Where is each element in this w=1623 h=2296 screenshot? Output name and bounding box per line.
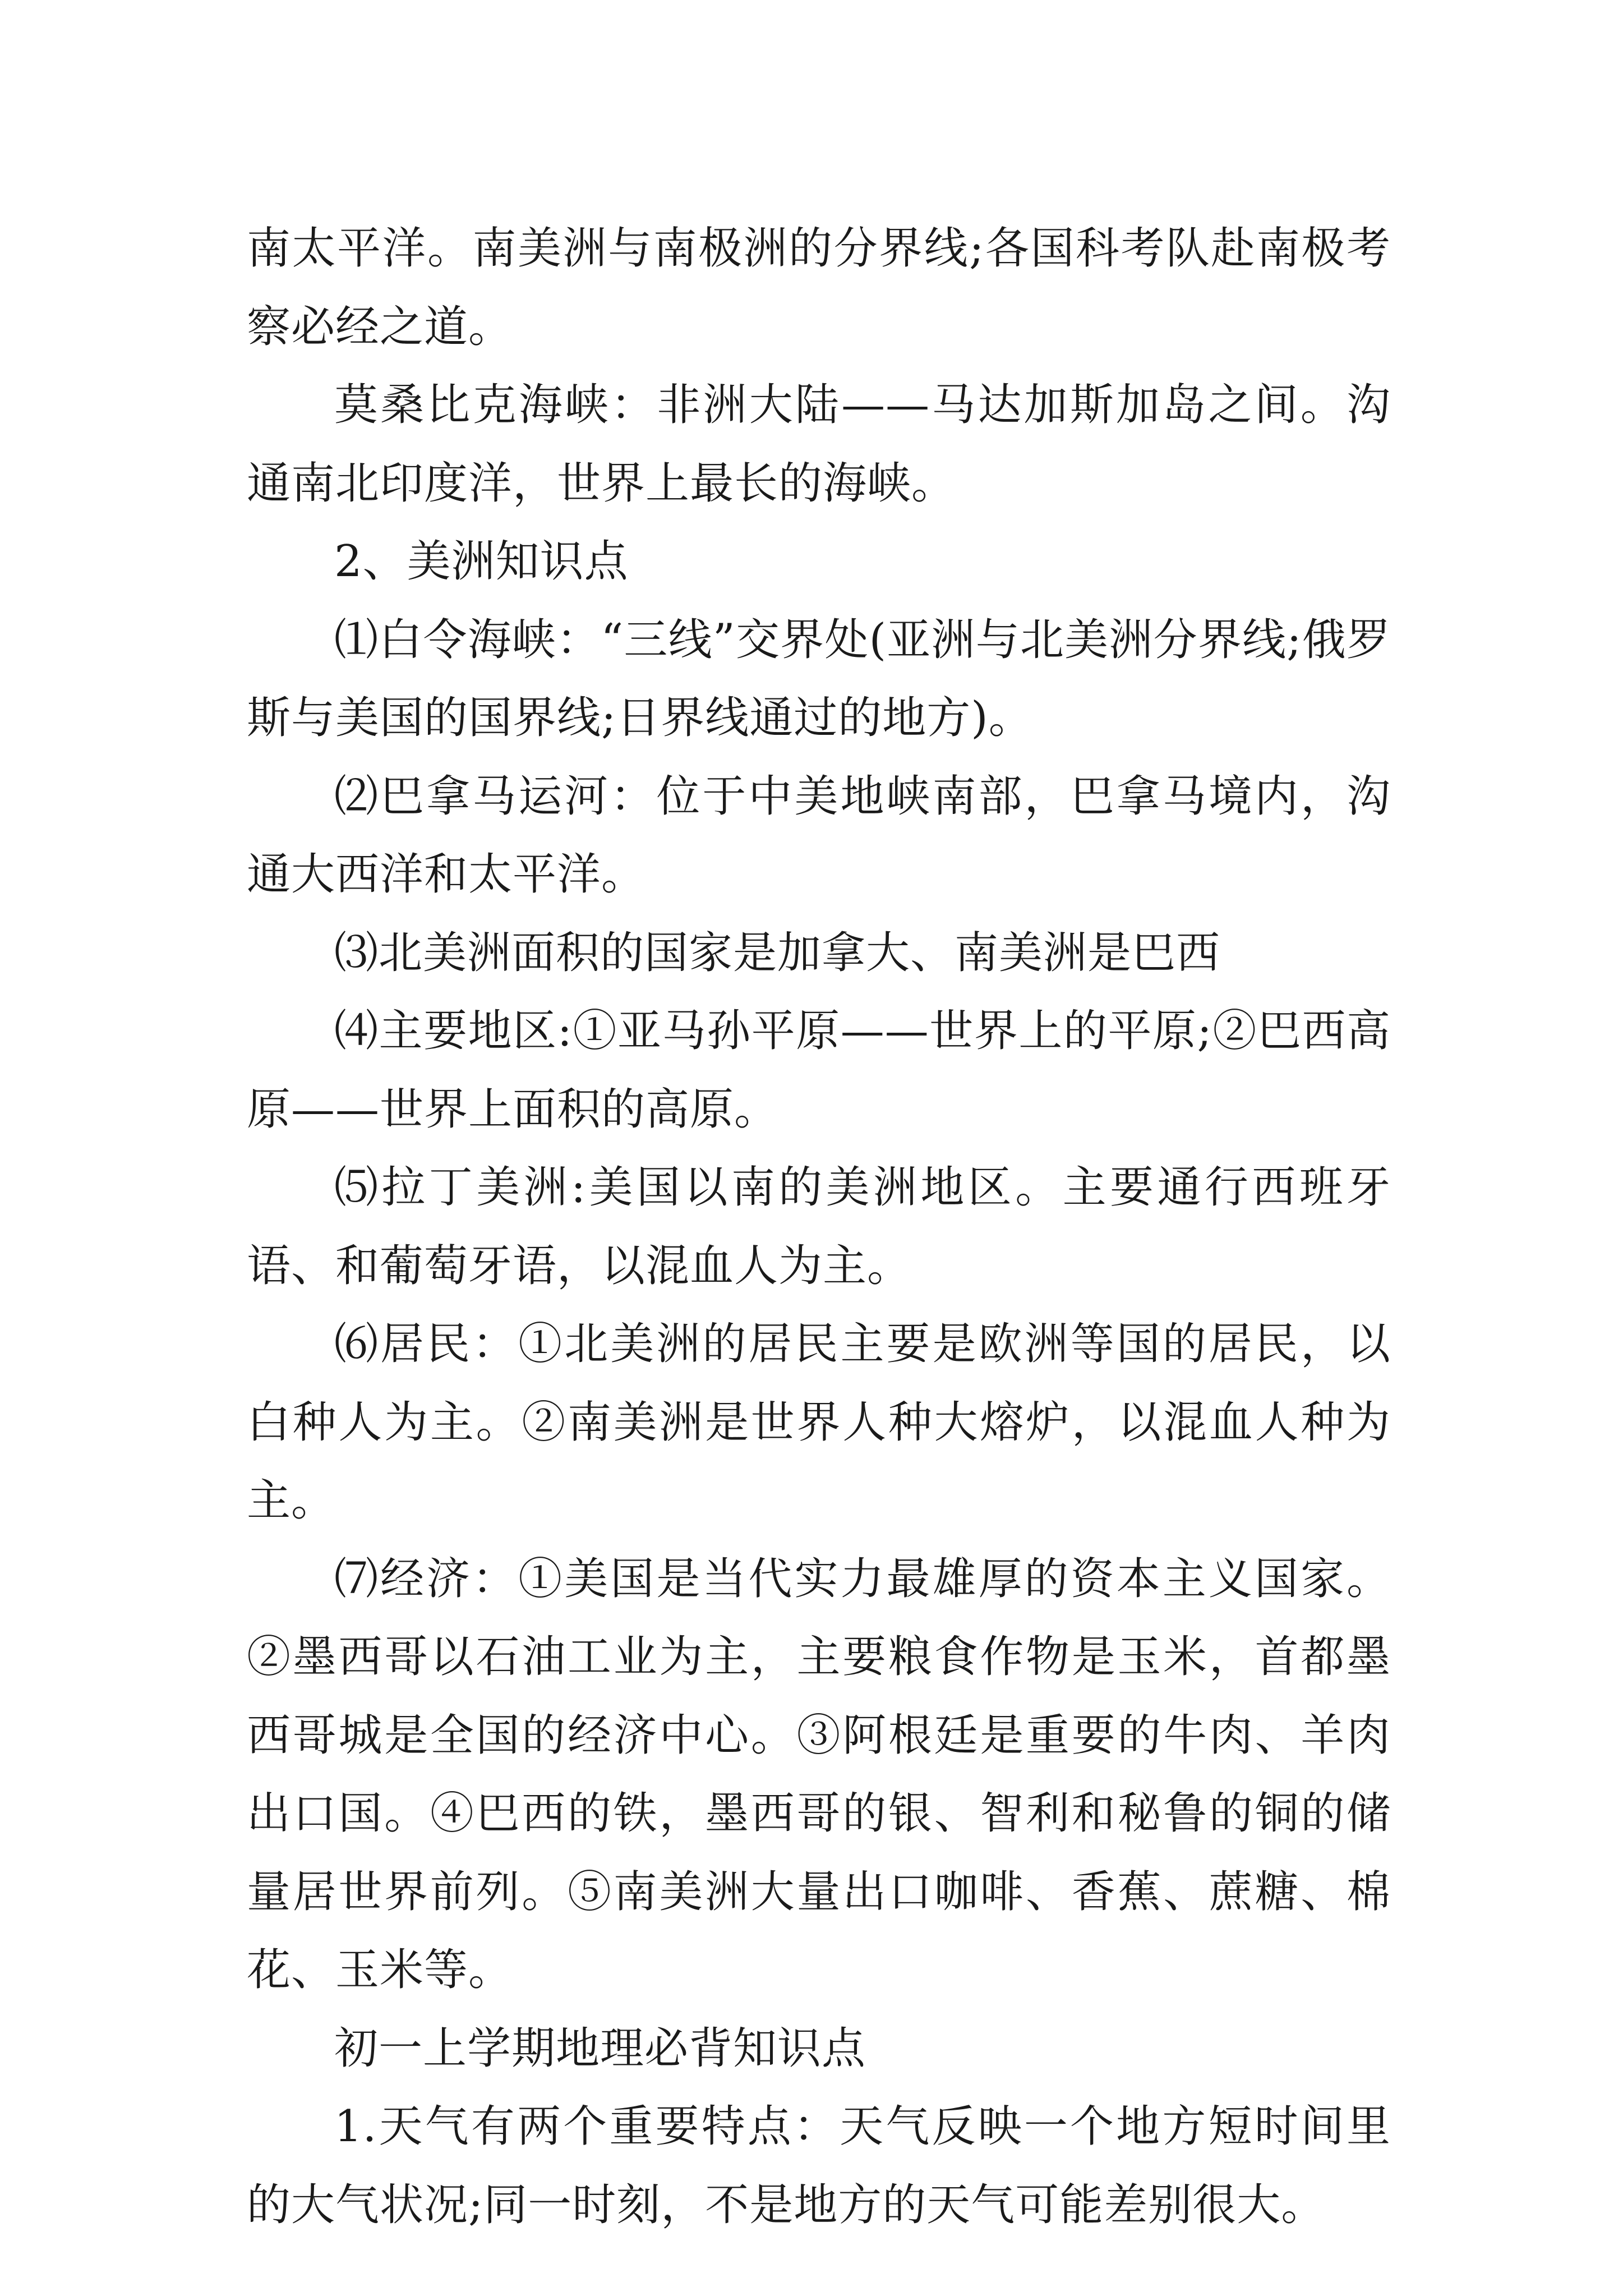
paragraph-bering-strait: ⑴白令海峡：“三线”交界处(亚洲与北美洲分界线;俄罗斯与美国的国界线;日界线通过的地方)。 (247, 614, 1391, 743)
paragraph-economy: ⑺经济：①美国是当代实力最雄厚的资本主义国家。②墨西哥以石油工业为主，主要粮食作物是玉米，首都墨西哥城是全国的经济中心。③阿根廷是重要的牛肉、羊肉出口国。④巴西的铁，墨西哥的银、智利和秘鲁的铜的储量居世界前列。⑤南美洲大量出口咖啡、香蕉、蔗糖、棉花、玉米等。 (247, 1553, 1391, 1995)
paragraph-residents: ⑹居民：①北美洲的居民主要是欧洲等国的居民，以白种人为主。②南美洲是世界人种大熔炉，以混血人种为主。 (247, 1319, 1391, 1526)
paragraph-main-regions: ⑷主要地区:①亚马孙平原——世界上的平原;②巴西高原——世界上面积的高原。 (247, 1006, 1391, 1135)
document-body (247, 210, 1391, 2244)
paragraph-south-pacific: 南太平洋。南美洲与南极洲的分界线;各国科考队赴南极考察必经之道。 (247, 223, 1391, 352)
paragraph-mozambique-channel: 莫桑比克海峡：非洲大陆——马达加斯加岛之间。沟通南北印度洋，世界上最长的海峡。 (247, 380, 1391, 509)
paragraph-weather-features: 1.天气有两个重要特点：天气反映一个地方短时间里的大气状况;同一时刻，不是地方的天气可能差别很大。 (247, 2101, 1391, 2230)
paragraph-latin-america: ⑸拉丁美洲:美国以南的美洲地区。主要通行西班牙语、和葡萄牙语，以混血人为主。 (247, 1162, 1391, 1291)
paragraph-largest-countries: ⑶北美洲面积的国家是加拿大、南美洲是巴西 (334, 927, 1221, 978)
section-heading-americas: 2、美洲知识点 (334, 536, 629, 587)
paragraph-panama-canal: ⑵巴拿马运河：位于中美地峡南部，巴拿马境内，沟通大西洋和太平洋。 (247, 771, 1391, 900)
section-heading-geography-points: 初一上学期地理必背知识点 (334, 2023, 866, 2074)
